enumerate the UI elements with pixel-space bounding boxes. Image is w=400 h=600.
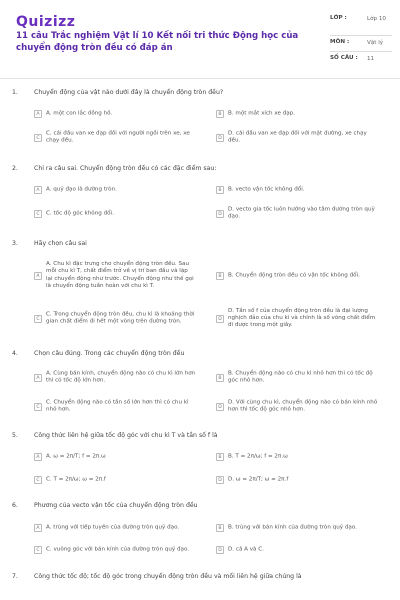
question-text: Chọn câu đúng. Trong các chuyển động tròn đều: [34, 350, 185, 357]
option-letter: C: [34, 476, 42, 484]
option-text: D. vecto gia tốc luôn hướng vào tâm đường tròn quỹ đạo.: [228, 206, 375, 220]
option-text: A. quỹ đạo là đường tròn.: [46, 186, 117, 193]
option-c[interactable]: [34, 474, 204, 486]
option-c[interactable]: [34, 129, 204, 147]
question-number: 2.: [12, 165, 18, 172]
option-d[interactable]: [216, 398, 386, 416]
option-c[interactable]: [34, 544, 204, 556]
option-letter: B: [216, 110, 224, 118]
option-text: C. tốc độ góc không đổi.: [46, 210, 114, 217]
option-text: A. một con lắc đồng hồ.: [46, 110, 113, 117]
option-letter: B: [216, 374, 224, 382]
option-b[interactable]: [216, 184, 386, 196]
question-text: Phương của vecto vận tốc của chuyển động tròn đều: [34, 502, 198, 509]
option-text: C. vuông góc với bán kính của đường tròn quỹ đạo.: [46, 546, 190, 553]
option-letter: A: [34, 453, 42, 461]
question-text: Chỉ ra câu sai. Chuyển động tròn đều có các đặc điểm sau:: [34, 165, 217, 172]
option-a[interactable]: [34, 184, 204, 196]
option-d[interactable]: [216, 474, 386, 486]
meta-value: Vật lý: [367, 40, 384, 46]
option-c[interactable]: [34, 398, 204, 416]
option-text: B. Chuyển động tròn đều có vận tốc không đổi.: [228, 272, 360, 279]
option-a[interactable]: [34, 108, 204, 120]
option-text: A. Cùng bán kính, chuyển động nào có chu kì lớn hơn thì có tốc độ lớn hơn.: [46, 370, 196, 384]
option-letter: C: [34, 403, 42, 411]
option-a[interactable]: [34, 451, 204, 463]
option-text: D. Với cùng chu kì, chuyển động nào có bán kính nhỏ hơn thì tốc độ góc nhỏ hơn.: [228, 399, 378, 413]
meta-label: MÔN :: [330, 39, 350, 45]
option-letter: B: [216, 186, 224, 194]
option-c[interactable]: [34, 305, 204, 332]
option-letter: C: [34, 210, 42, 218]
option-letter: D: [216, 315, 224, 323]
question-text: Công thức tốc độ; tốc độ góc trong chuyển động tròn đều và mối liên hệ giữa chúng là: [34, 573, 302, 580]
option-text: D. ω = 2π/T; ω = 2π.f: [228, 476, 289, 483]
option-b[interactable]: [216, 451, 386, 463]
question-number: 3.: [12, 240, 18, 247]
option-text: B. trùng với bán kính của đường tròn quỹ đạo.: [228, 524, 357, 531]
option-text: A. ω = 2π/T; f = 2π.ω: [46, 453, 106, 460]
page-header: [0, 0, 400, 70]
option-letter: D: [216, 134, 224, 142]
option-a[interactable]: [34, 369, 204, 387]
option-letter: C: [34, 315, 42, 323]
option-text: C. Chuyển động nào có tần số lớn hơn thì có chu kì nhỏ hơn.: [46, 399, 189, 413]
meta-row-count: [330, 52, 392, 68]
option-d[interactable]: [216, 305, 386, 332]
meta-value: 11: [367, 56, 375, 62]
question-number: 6.: [12, 502, 18, 509]
option-letter: D: [216, 403, 224, 411]
option-d[interactable]: [216, 129, 386, 147]
option-letter: D: [216, 546, 224, 554]
question-number: 5.: [12, 432, 18, 439]
option-d[interactable]: [216, 544, 386, 556]
option-letter: A: [34, 524, 42, 532]
question-number: 1.: [12, 89, 18, 96]
meta-label: SỐ CÂU :: [330, 55, 358, 61]
option-letter: A: [34, 272, 42, 280]
option-text: A. trùng với tiếp tuyến của đường tròn quỹ đạo.: [46, 524, 180, 531]
option-letter: D: [216, 476, 224, 484]
option-text: D. Tần số f của chuyển động tròn đều là đại lượng nghịch đảo của chu kì và chính là số vòng chất điểm đi được trong một giây.: [228, 307, 376, 329]
option-text: D. cả A và C.: [228, 546, 264, 553]
option-text: B. Chuyển động nào có chu kì nhỏ hơn thì có tốc độ góc nhỏ hơn.: [228, 370, 373, 384]
option-text: D. cái đầu van xe đạp đối với mặt đường, xe chạy đều.: [228, 130, 367, 144]
question-number: 7.: [12, 573, 18, 580]
option-letter: A: [34, 186, 42, 194]
option-b[interactable]: [216, 522, 386, 534]
page-title: 11 câu Trắc nghiệm Vật lí 10 Kết nối tri thức Động học của chuyển động tròn đều có đáp án: [16, 31, 299, 53]
meta-label: LỚP :: [330, 15, 347, 21]
option-text: C. cái đầu van xe đạp đối với người ngồi trên xe, xe chạy đều.: [46, 130, 190, 144]
option-letter: B: [216, 453, 224, 461]
option-letter: C: [34, 134, 42, 142]
option-text: B. một mắt xích xe đạp.: [228, 110, 296, 117]
option-letter: A: [34, 374, 42, 382]
header-divider: [0, 78, 400, 79]
meta-table: [330, 12, 392, 68]
option-d[interactable]: [216, 206, 386, 222]
option-letter: A: [34, 110, 42, 118]
option-a[interactable]: [34, 258, 204, 294]
option-letter: D: [216, 210, 224, 218]
option-text: B. T = 2π/ω; f = 2π.ω: [228, 453, 288, 460]
option-letter: C: [34, 546, 42, 554]
option-b[interactable]: [216, 258, 386, 294]
option-text: A. Chu kì đặc trưng cho chuyển động tròn đều. Sau mỗi chu kì T, chất điểm trở về vị trí ban đầu và lặp lại chuyển động như trước. Chuyển động như thế gọi là chuyển động tuần hoàn với chu kì T.: [46, 261, 194, 290]
option-text: B. vecto vận tốc không đổi.: [228, 186, 305, 193]
option-b[interactable]: [216, 108, 386, 120]
meta-row-subject: [330, 36, 392, 52]
option-text: C. Trong chuyển động tròn đều, chu kì là khoảng thời gian chất điểm đi hết một vòng trên đường tròn.: [46, 311, 195, 325]
meta-row-class: [330, 12, 392, 36]
option-text: C. T = 2π/ω; ω = 2π.f: [46, 476, 106, 483]
question-text: Chuyển động của vật nào dưới đây là chuyển động tròn đều?: [34, 89, 224, 96]
option-a[interactable]: [34, 522, 204, 534]
option-c[interactable]: [34, 206, 204, 222]
meta-value: Lớp 10: [367, 16, 386, 22]
question-text: Công thức liên hệ giữa tốc độ góc với chu kì T và tần số f là: [34, 432, 218, 439]
option-letter: B: [216, 272, 224, 280]
quizizz-logo: Quizizz: [16, 14, 76, 30]
option-letter: B: [216, 524, 224, 532]
option-b[interactable]: [216, 369, 386, 387]
question-number: 4.: [12, 350, 18, 357]
question-text: Hãy chọn câu sai: [34, 240, 87, 247]
